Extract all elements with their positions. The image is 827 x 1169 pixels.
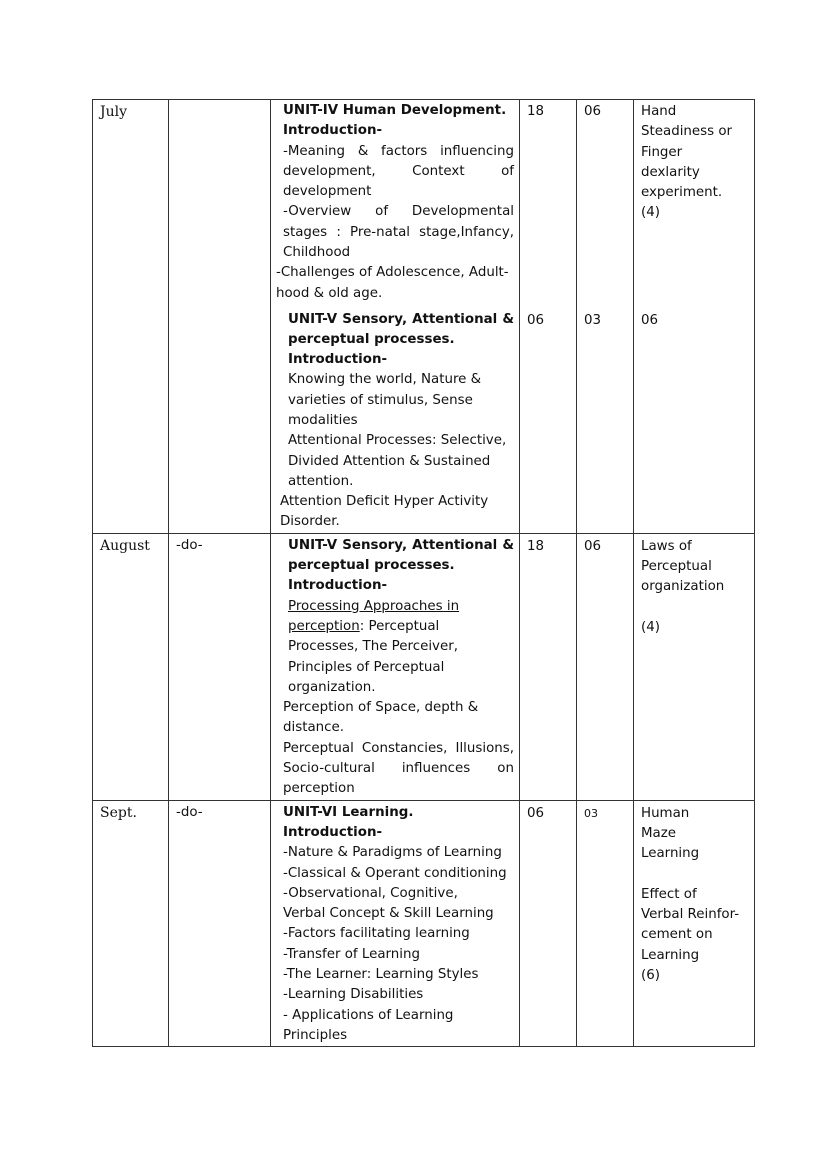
lecture-count-cell [520, 533, 577, 800]
month-label: July [100, 104, 128, 120]
lecture-count-cell [520, 100, 577, 308]
practical-line: Laws of [641, 538, 692, 554]
lecture-count: 18 [527, 538, 545, 554]
topic-line: Verbal Concept & Skill Learning [283, 906, 494, 922]
week-cell [169, 800, 271, 1047]
topic-line: -Learning Disabilities [283, 987, 424, 1003]
practical-cell [634, 308, 755, 534]
table-row-sept [93, 800, 755, 1047]
topic-unit-v [271, 308, 519, 533]
topic-line: Knowing the world, Nature & [288, 372, 482, 388]
intro-heading: Introduction- [283, 824, 383, 840]
topic-cell [271, 800, 520, 1047]
lecture-count: 06 [527, 805, 545, 821]
practical-count: 03 [584, 806, 598, 820]
lecture-count-cell [520, 308, 577, 534]
practical-line: experiment. [641, 185, 723, 201]
topic-line: Perception of Space, depth & [283, 700, 479, 716]
practical-count: 06 [584, 104, 602, 119]
spacer [641, 865, 754, 885]
topic-line: Socio-cultural influences on [283, 761, 514, 777]
month-label: Sept. [100, 804, 137, 821]
topic-line: perceptual processes. [288, 558, 455, 574]
practical-count: 06 [584, 538, 602, 554]
topic-line: development [283, 184, 372, 200]
practical-line: Human [641, 805, 690, 821]
practical-count: 03 [584, 312, 602, 328]
topic-line: Principles [283, 1027, 348, 1043]
topic-line: attention. [288, 473, 354, 489]
unit-heading: UNIT-V Sensory, Attentional & [288, 537, 514, 553]
topic-line: - Applications of Learning [283, 1007, 454, 1023]
topic-line: -Factors facilitating learning [283, 926, 470, 942]
practical-line: Hand [641, 104, 677, 119]
topic-line [276, 617, 514, 637]
topic-cell [271, 533, 520, 800]
practical-line: Finger [641, 144, 683, 160]
syllabus-table [92, 99, 755, 1047]
practical-line: (4) [641, 205, 660, 221]
topic-line: -Meaning & factors influencing [283, 143, 514, 159]
intro-heading: Introduction- [288, 578, 388, 594]
week-label: -do- [176, 537, 203, 553]
intro-heading: Introduction- [283, 123, 383, 139]
practical-line: (6) [641, 968, 660, 983]
topic-line: varieties of stimulus, Sense [288, 392, 473, 408]
table-row-july-unit-iv [93, 100, 755, 308]
topic-line: -Classical & Operant conditioning [283, 865, 507, 881]
topic-line: Principles of Perceptual [288, 659, 445, 675]
practical-line: Maze [641, 825, 677, 841]
practical-list [634, 801, 754, 987]
topic-line: modalities [288, 412, 358, 428]
week-label: -do- [176, 804, 203, 820]
practical-line: Learning [641, 846, 700, 862]
spacer [641, 598, 754, 618]
lecture-count-cell [520, 800, 577, 1047]
table-row-august [93, 533, 755, 800]
practical-count-cell [577, 533, 634, 800]
practical-line: Effect of [641, 886, 697, 902]
practical-count-cell [577, 800, 634, 1047]
unit-heading: UNIT-VI Learning. [283, 804, 414, 820]
topic-line: perception [283, 781, 355, 797]
month-label: August [100, 537, 150, 554]
topic-line: -Overview of Developmental [283, 204, 514, 220]
topic-cell [271, 100, 520, 308]
practical-line: Perceptual [641, 559, 712, 575]
practical-cell [634, 533, 755, 800]
topic-line: -Nature & Paradigms of Learning [283, 845, 502, 861]
practical-list [634, 308, 754, 331]
practical-line: organization [641, 579, 725, 595]
lecture-count: 06 [527, 312, 545, 328]
practical-line: Steadiness or [641, 124, 733, 140]
practical-line: cement on [641, 927, 713, 943]
topic-line: distance. [283, 720, 344, 736]
topic-line: Processing Approaches in [288, 598, 460, 614]
topic-sept [271, 801, 519, 1047]
month-cell [93, 100, 169, 534]
unit-heading: UNIT-IV Human Development. [283, 103, 507, 118]
topic-line: Childhood [283, 245, 351, 261]
unit-heading: UNIT-V Sensory, Attentional & [288, 311, 514, 327]
topic-line: -Observational, Cognitive, [283, 885, 458, 901]
practical-list [634, 534, 754, 638]
topic-line: perceptual processes. [288, 331, 455, 347]
topic-line: Divided Attention & Sustained [288, 453, 491, 469]
practical-cell [634, 800, 755, 1047]
practical-line: Learning [641, 947, 700, 963]
topic-cell [271, 308, 520, 534]
topic-line-rest: : Perceptual [359, 618, 440, 634]
lecture-count: 18 [527, 104, 545, 119]
topic-line: -The Learner: Learning Styles [283, 967, 479, 982]
topic-line: Disorder. [280, 514, 340, 530]
month-cell [93, 800, 169, 1047]
practical-line: Verbal Reinfor- [641, 907, 740, 923]
week-label [169, 100, 270, 102]
week-cell [169, 100, 271, 534]
topic-line: Processes, The Perceiver, [288, 639, 458, 655]
topic-line: Perceptual Constancies, Illusions, [283, 740, 514, 756]
topic-line: hood & old age. [276, 285, 383, 301]
topic-august [271, 534, 519, 800]
intro-heading: Introduction- [288, 352, 388, 368]
topic-line: development, Context of [283, 163, 514, 179]
practical-list [634, 100, 754, 224]
topic-unit-iv [271, 100, 519, 304]
practical-count-cell [577, 100, 634, 308]
practical-cell [634, 100, 755, 308]
practical-line: dexlarity [641, 164, 700, 180]
topic-line: organization. [288, 679, 376, 695]
underlined-term: perception [288, 618, 360, 634]
topic-line: -Transfer of Learning [283, 946, 420, 962]
topic-line: -Challenges of Adolescence, Adult- [276, 265, 509, 281]
practical-line: (4) [641, 619, 660, 635]
week-cell [169, 533, 271, 800]
month-cell [93, 533, 169, 800]
practical-line: 06 [641, 312, 659, 328]
topic-line: stages : Pre-natal stage,Infancy, [283, 224, 514, 240]
topic-line: Attention Deficit Hyper Activity [280, 494, 489, 510]
topic-line: Attentional Processes: Selective, [288, 433, 507, 449]
practical-count-cell [577, 308, 634, 534]
